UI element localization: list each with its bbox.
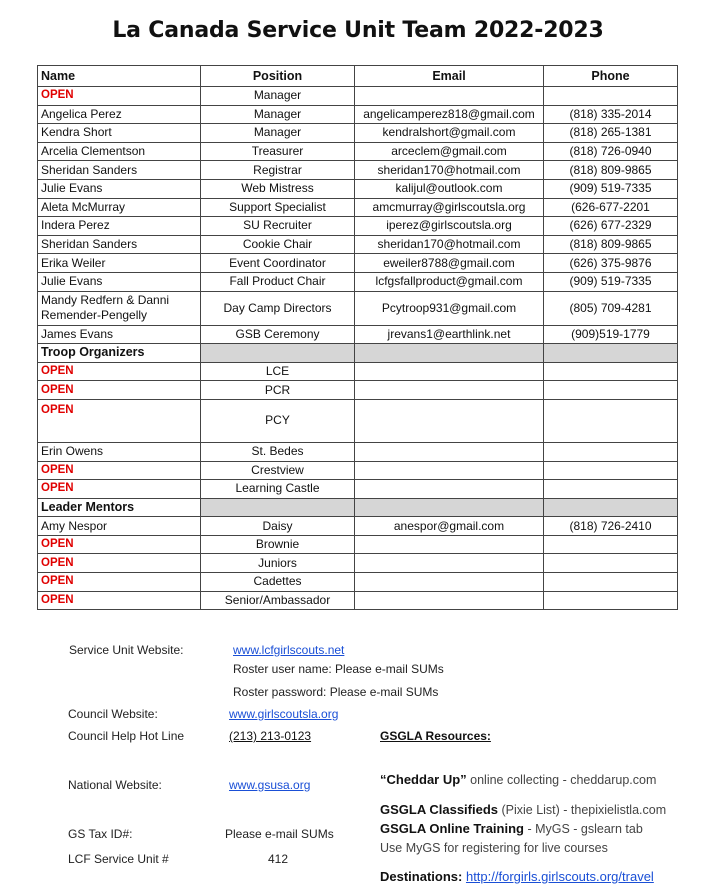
name-cell: Angelica Perez xyxy=(38,105,201,124)
section-shade-cell xyxy=(544,498,678,517)
header-email: Email xyxy=(355,66,544,87)
destinations-link[interactable]: http://forgirls.girlscouts.org/travel xyxy=(465,869,654,884)
su-website-label: Service Unit Website: xyxy=(69,643,184,657)
position-cell: Cadettes xyxy=(201,573,355,592)
cheddar-up-title: “Cheddar Up” xyxy=(380,772,467,787)
resources-heading: GSGLA Resources: xyxy=(380,729,491,743)
section-shade-cell xyxy=(201,498,355,517)
phone-cell xyxy=(544,591,678,610)
position-cell: Learning Castle xyxy=(201,480,355,499)
phone-cell xyxy=(544,573,678,592)
roster-password-text: Roster password: Please e-mail SUMs xyxy=(233,685,439,699)
table-row xyxy=(38,480,678,499)
table-row xyxy=(38,535,678,554)
email-cell xyxy=(355,442,544,461)
table-row xyxy=(38,442,678,461)
email-cell xyxy=(355,591,544,610)
email-cell: arceclem@gmail.com xyxy=(355,142,544,161)
table-row xyxy=(38,235,678,254)
email-cell xyxy=(355,381,544,400)
phone-cell: (818) 809-9865 xyxy=(544,235,678,254)
position-cell: PCR xyxy=(201,381,355,400)
position-cell: Cookie Chair xyxy=(201,235,355,254)
name-cell: OPEN xyxy=(38,554,201,573)
name-cell: OPEN xyxy=(38,535,201,554)
email-cell: iperez@girlscoutsla.org xyxy=(355,217,544,236)
hotline-number[interactable]: (213) 213-0123 xyxy=(229,729,312,743)
name-cell: OPEN xyxy=(38,381,201,400)
phone-cell xyxy=(544,442,678,461)
classifieds-title: GSGLA Classifieds xyxy=(380,802,498,817)
table-row xyxy=(38,591,678,610)
table-header-row xyxy=(38,66,678,87)
phone-cell: (626) 677-2329 xyxy=(544,217,678,236)
tax-id-value: Please e-mail SUMs xyxy=(225,827,334,841)
position-cell: Brownie xyxy=(201,535,355,554)
phone-cell xyxy=(544,554,678,573)
table-row xyxy=(38,87,678,106)
email-cell xyxy=(355,399,544,442)
table-row xyxy=(38,254,678,273)
roster-user-text: Roster user name: Please e-mail SUMs xyxy=(233,662,444,676)
email-cell: amcmurray@girlscoutsla.org xyxy=(355,198,544,217)
header-phone: Phone xyxy=(544,66,678,87)
position-cell: Daisy xyxy=(201,517,355,536)
phone-cell xyxy=(544,535,678,554)
position-cell: Event Coordinator xyxy=(201,254,355,273)
email-cell xyxy=(355,362,544,381)
position-cell: Manager xyxy=(201,124,355,143)
phone-cell: (626-677-2201 xyxy=(544,198,678,217)
email-cell xyxy=(355,573,544,592)
name-cell: OPEN xyxy=(38,87,201,106)
table-row xyxy=(38,399,678,442)
header-position: Position xyxy=(201,66,355,87)
email-cell: kendralshort@gmail.com xyxy=(355,124,544,143)
training-line xyxy=(380,821,643,836)
position-cell: Registrar xyxy=(201,161,355,180)
phone-cell xyxy=(544,362,678,381)
name-cell: Sheridan Sanders xyxy=(38,161,201,180)
position-cell: Crestview xyxy=(201,461,355,480)
table-row xyxy=(38,517,678,536)
section-row xyxy=(38,344,678,363)
email-cell: eweiler8788@gmail.com xyxy=(355,254,544,273)
table-row xyxy=(38,461,678,480)
table-row xyxy=(38,325,678,344)
section-title: Troop Organizers xyxy=(38,344,201,363)
name-cell: Indera Perez xyxy=(38,217,201,236)
name-cell: Aleta McMurray xyxy=(38,198,201,217)
position-cell: Treasurer xyxy=(201,142,355,161)
name-cell: Sheridan Sanders xyxy=(38,235,201,254)
name-cell: Kendra Short xyxy=(38,124,201,143)
email-cell xyxy=(355,87,544,106)
phone-cell: (818) 265-1381 xyxy=(544,124,678,143)
name-cell: Arcelia Clementson xyxy=(38,142,201,161)
table-row xyxy=(38,105,678,124)
service-unit-label: LCF Service Unit # xyxy=(68,852,169,866)
phone-cell xyxy=(544,461,678,480)
name-cell: Erin Owens xyxy=(38,442,201,461)
name-cell: Erika Weiler xyxy=(38,254,201,273)
position-cell: St. Bedes xyxy=(201,442,355,461)
table-row xyxy=(38,142,678,161)
name-cell: Julie Evans xyxy=(38,179,201,198)
position-cell: Day Camp Directors xyxy=(201,291,355,325)
destinations-title: Destinations: xyxy=(380,869,463,884)
service-unit-value: 412 xyxy=(268,852,289,866)
email-cell: sheridan170@hotmail.com xyxy=(355,235,544,254)
training-desc: - MyGS - gslearn tab xyxy=(523,822,643,836)
phone-cell xyxy=(544,87,678,106)
page-title: La Canada Service Unit Team 2022-2023 xyxy=(112,18,604,43)
email-cell: angelicamperez818@gmail.com xyxy=(355,105,544,124)
email-cell: anespor@gmail.com xyxy=(355,517,544,536)
name-cell: OPEN xyxy=(38,480,201,499)
phone-cell xyxy=(544,399,678,442)
table-row xyxy=(38,124,678,143)
section-title: Leader Mentors xyxy=(38,498,201,517)
tax-id-label: GS Tax ID#: xyxy=(68,827,133,841)
email-cell: kalijul@outlook.com xyxy=(355,179,544,198)
destinations-line xyxy=(380,869,654,884)
phone-cell xyxy=(544,381,678,400)
table-row xyxy=(38,272,678,291)
name-cell: OPEN xyxy=(38,573,201,592)
email-cell: lcfgsfallproduct@gmail.com xyxy=(355,272,544,291)
email-cell xyxy=(355,480,544,499)
phone-cell: (818) 726-2410 xyxy=(544,517,678,536)
position-cell: Web Mistress xyxy=(201,179,355,198)
phone-cell: (818) 335-2014 xyxy=(544,105,678,124)
position-cell: PCY xyxy=(201,399,355,442)
position-cell: Support Specialist xyxy=(201,198,355,217)
training-title: GSGLA Online Training xyxy=(380,821,524,836)
roster-table xyxy=(37,65,678,610)
phone-cell: (909) 519-7335 xyxy=(544,272,678,291)
position-cell: Juniors xyxy=(201,554,355,573)
table-row xyxy=(38,161,678,180)
cheddar-up-line xyxy=(380,772,656,787)
hotline-label: Council Help Hot Line xyxy=(68,729,185,743)
section-shade-cell xyxy=(544,344,678,363)
table-row xyxy=(38,291,678,325)
phone-cell xyxy=(544,480,678,499)
name-cell: Mandy Redfern & Danni Remender-Pengelly xyxy=(38,291,201,325)
position-cell: Manager xyxy=(201,87,355,106)
position-cell: GSB Ceremony xyxy=(201,325,355,344)
phone-cell: (818) 726-0940 xyxy=(544,142,678,161)
su-website-link[interactable]: www.lcfgirlscouts.net xyxy=(233,643,345,657)
position-cell: Senior/Ambassador xyxy=(201,591,355,610)
roster-body xyxy=(38,87,678,610)
phone-cell: (909) 519-7335 xyxy=(544,179,678,198)
table-row xyxy=(38,198,678,217)
table-row xyxy=(38,179,678,198)
header-name: Name xyxy=(38,66,201,87)
classifieds-line xyxy=(380,802,666,817)
table-row xyxy=(38,573,678,592)
email-cell: jrevans1@earthlink.net xyxy=(355,325,544,344)
name-cell: James Evans xyxy=(38,325,201,344)
name-cell: Julie Evans xyxy=(38,272,201,291)
section-shade-cell xyxy=(355,498,544,517)
section-shade-cell xyxy=(355,344,544,363)
phone-cell: (818) 809-9865 xyxy=(544,161,678,180)
position-cell: LCE xyxy=(201,362,355,381)
national-website-label: National Website: xyxy=(68,778,162,792)
phone-cell: (805) 709-4281 xyxy=(544,291,678,325)
cheddar-up-desc: online collecting - cheddarup.com xyxy=(466,773,657,787)
name-cell: OPEN xyxy=(38,399,201,442)
email-cell: sheridan170@hotmail.com xyxy=(355,161,544,180)
mygs-line xyxy=(380,840,608,855)
mygs-text: Use MyGS for registering for live courses xyxy=(380,841,608,855)
position-cell: SU Recruiter xyxy=(201,217,355,236)
position-cell: Fall Product Chair xyxy=(201,272,355,291)
email-cell xyxy=(355,554,544,573)
table-row xyxy=(38,554,678,573)
section-shade-cell xyxy=(201,344,355,363)
classifieds-desc: (Pixie List) - thepixielistla.com xyxy=(498,803,667,817)
name-cell: OPEN xyxy=(38,591,201,610)
name-cell: OPEN xyxy=(38,362,201,381)
name-cell: OPEN xyxy=(38,461,201,480)
email-cell xyxy=(355,461,544,480)
table-row xyxy=(38,362,678,381)
table-row xyxy=(38,381,678,400)
section-row xyxy=(38,498,678,517)
table-row xyxy=(38,217,678,236)
phone-cell: (626) 375-9876 xyxy=(544,254,678,273)
name-cell: Amy Nespor xyxy=(38,517,201,536)
phone-cell: (909)519-1779 xyxy=(544,325,678,344)
email-cell: Pcytroop931@gmail.com xyxy=(355,291,544,325)
national-website-link[interactable]: www.gsusa.org xyxy=(229,778,311,792)
email-cell xyxy=(355,535,544,554)
council-website-label: Council Website: xyxy=(68,707,158,721)
position-cell: Manager xyxy=(201,105,355,124)
council-website-link[interactable]: www.girlscoutsla.org xyxy=(229,707,339,721)
